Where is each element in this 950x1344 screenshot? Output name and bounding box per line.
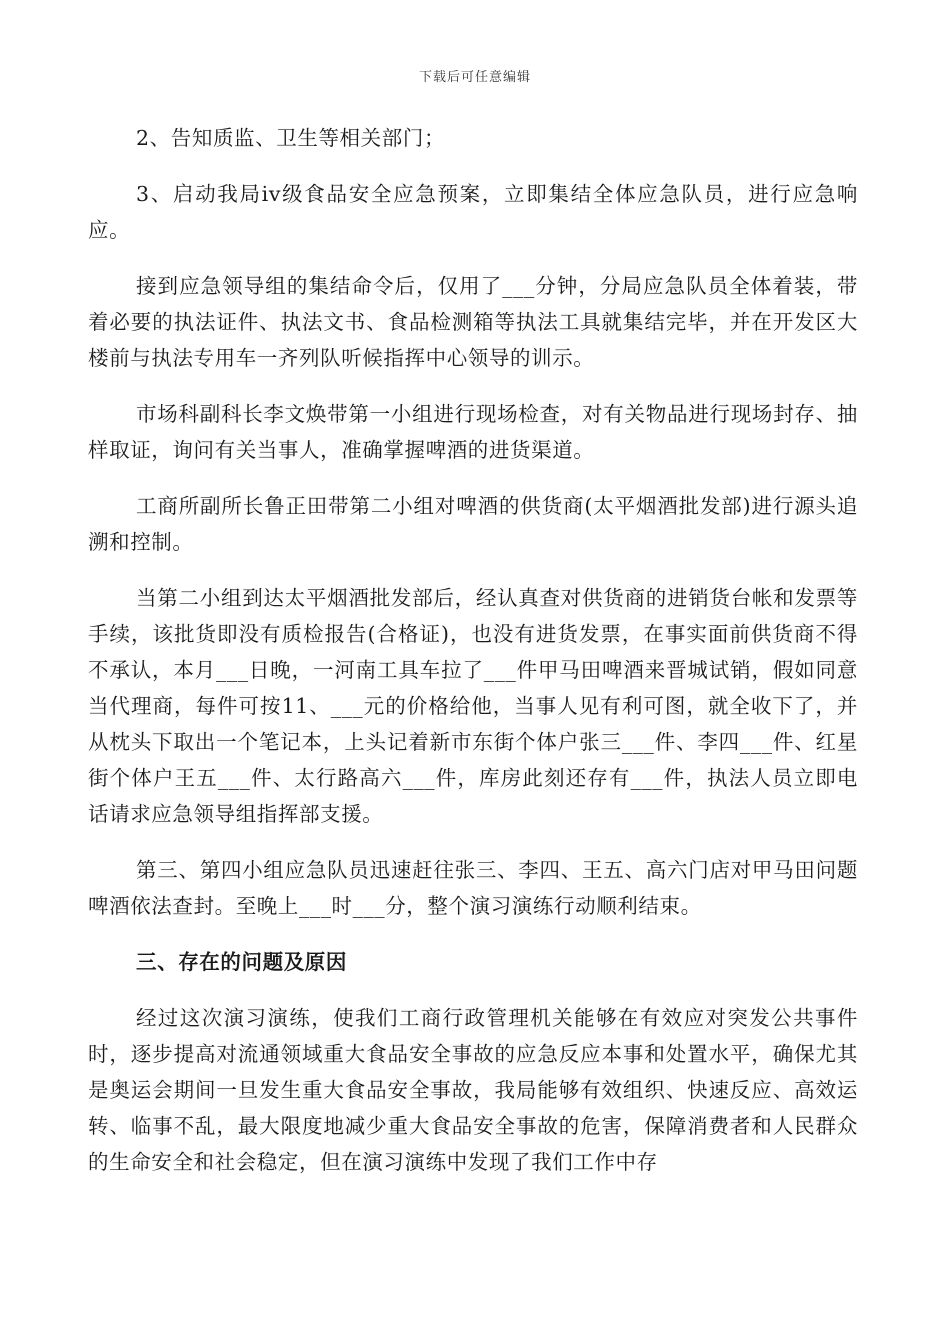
paragraph-group-one: 市场科副科长李文焕带第一小组进行现场检查，对有关物品进行现场封存、抽样取证，询问有关当事人，准确掌握啤酒的进货渠道。 xyxy=(88,402,858,462)
paragraph-assembly: 接到应急领导组的集结命令后，仅用了___分钟，分局应急队员全体着装，带着必要的执法证件、执法文书、食品检测箱等执法工具就集结完毕，并在开发区大楼前与执法专用车一齐列队听候指挥中心领导的训示。 xyxy=(88,274,858,370)
paragraph-summary: 经过这次演习演练，使我们工商行政管理机关能够在有效应对突发公共事件时，逐步提高对流通领域重大食品安全事故的应急反应本事和处置水平，确保尤其是奥运会期间一旦发生重大食品安全事故，我局能够有效组织、快速反应、高效运转、临事不乱，最大限度地减少重大食品安全事故的危害，保障消费者和人民群众的生命安全和社会稳定，但在演习演练中发现了我们工作中存 xyxy=(88,1006,858,1174)
page-header: 下载后可任意编辑 xyxy=(418,70,531,85)
paragraph-activate-plan: 3、启动我局iv级食品安全应急预案，立即集结全体应急队员，进行应急响应。 xyxy=(88,182,858,242)
section-heading: 三、存在的问题及原因 xyxy=(136,950,347,974)
document-body xyxy=(88,120,858,1200)
paragraph-investigation: 当第二小组到达太平烟酒批发部后，经认真查对供货商的进销货台帐和发票等手续，该批货即没有质检报告(合格证)，也没有进货发票，在事实面前供货商不得不承认，本月___日晚，一河南工具车拉了___件甲马田啤酒来晋城试销，假如同意当代理商，每件可按11、___元的价格给他，当事人见有利可图，就全收下了，并从枕头下取出一个笔记本，上头记着新市东街个体户张三___件、李四___件、红星街个体户王五___件、太行路高六___件，库房此刻还存有___件，执法人员立即电话请求应急领导组指挥部支援。 xyxy=(88,586,858,826)
paragraph-groups-three-four: 第三、第四小组应急队员迅速赶往张三、李四、王五、高六门店对甲马田问题啤酒依法查封。至晚上___时___分，整个演习演练行动顺利结束。 xyxy=(88,858,858,918)
paragraph-group-two: 工商所副所长鲁正田带第二小组对啤酒的供货商(太平烟酒批发部)进行源头追溯和控制。 xyxy=(88,494,858,554)
paragraph-notify-departments: 2、告知质监、卫生等相关部门； xyxy=(136,126,446,150)
